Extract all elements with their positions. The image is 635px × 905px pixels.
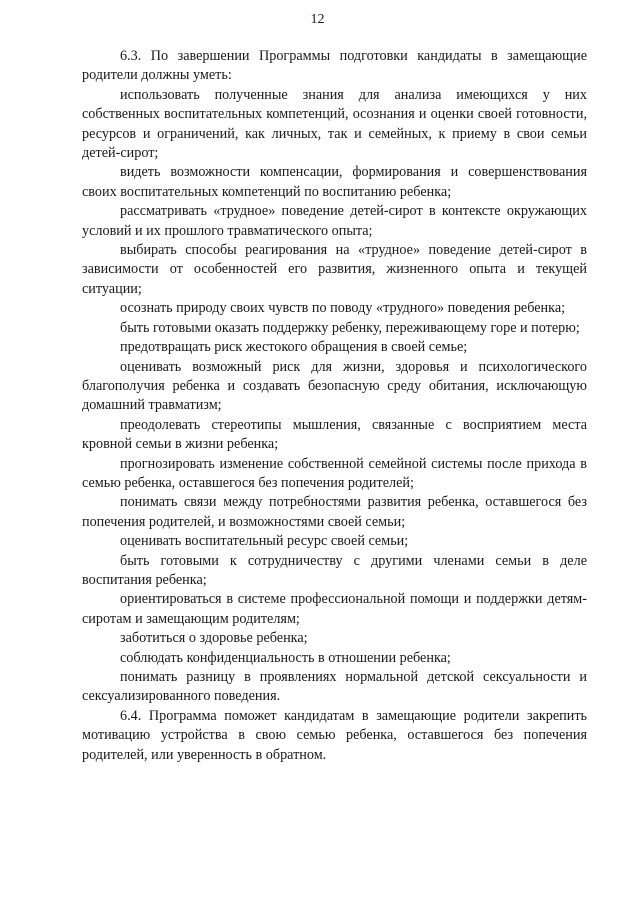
list-item: преодолевать стереотипы мышления, связанные с восприятием места кровной семьи в жизни ребенка; [82, 416, 587, 453]
list-item: видеть возможности компенсации, формирования и совершенствования своих воспитательных компетенций по воспитанию ребенка; [82, 164, 587, 200]
list-item: осознать природу своих чувств по поводу «трудного» поведения ребенка; [120, 300, 566, 317]
list-item: заботиться о здоровье ребенка; [120, 630, 308, 647]
list-item: выбирать способы реагирования на «трудное» поведение детей-сирот в зависимости от особенностей его развития, жизненного опыта и текущей ситуации; [82, 242, 587, 297]
list-item: использовать полученные знания для анализа имеющихся у них собственных воспитательных компетенций, осознания и оценки своей готовности, ресурсов и ограничений, как личных, так и семейных, к приему в свои семьи детей-сирот; [82, 86, 587, 162]
section-6-4: 6.4. Программа поможет кандидатам в замещающие родители закрепить мотивацию устройства в свою семью ребенка, оставшегося без попечения родителей, или уверенность в обратном. [82, 707, 587, 763]
list-item: понимать связи между потребностями развития ребенка, оставшегося без попечения родителей, и возможностями своей семьи; [82, 494, 587, 530]
list-item: ориентироваться в системе профессиональной помощи и поддержки детям-сиротам и замещающим родителям; [82, 591, 587, 627]
list-item: прогнозировать изменение собственной семейной системы после прихода в семью ребенка, оставшегося без попечения родителей; [82, 455, 587, 491]
list-item: быть готовыми к сотрудничеству с другими членами семьи в деле воспитания ребенка; [82, 552, 587, 588]
page-number: 12 [310, 12, 325, 27]
list-item: предотвращать риск жестокого обращения в своей семье; [120, 339, 468, 356]
list-item: понимать разницу в проявлениях нормальной детской сексуальности и сексуализированного поведения. [82, 669, 587, 705]
list-item: быть готовыми оказать поддержку ребенку, переживающему горе и потерю; [120, 319, 580, 336]
list-item: рассматривать «трудное» поведение детей-сирот в контексте окружающих условий и их прошлого травматического опыта; [82, 203, 587, 239]
list-item: соблюдать конфиденциальность в отношении ребенка; [120, 649, 451, 666]
list-item: оценивать возможный риск для жизни, здоровья и психологического благополучия ребенка и создавать безопасную среду обитания, исключающую домашний травматизм; [82, 358, 587, 414]
document-body [82, 47, 587, 765]
list-item: оценивать воспитательный ресурс своей семьи; [120, 533, 409, 550]
section-6-3-intro: 6.3. По завершении Программы подготовки кандидаты в замещающие родители должны уметь: [82, 48, 587, 84]
